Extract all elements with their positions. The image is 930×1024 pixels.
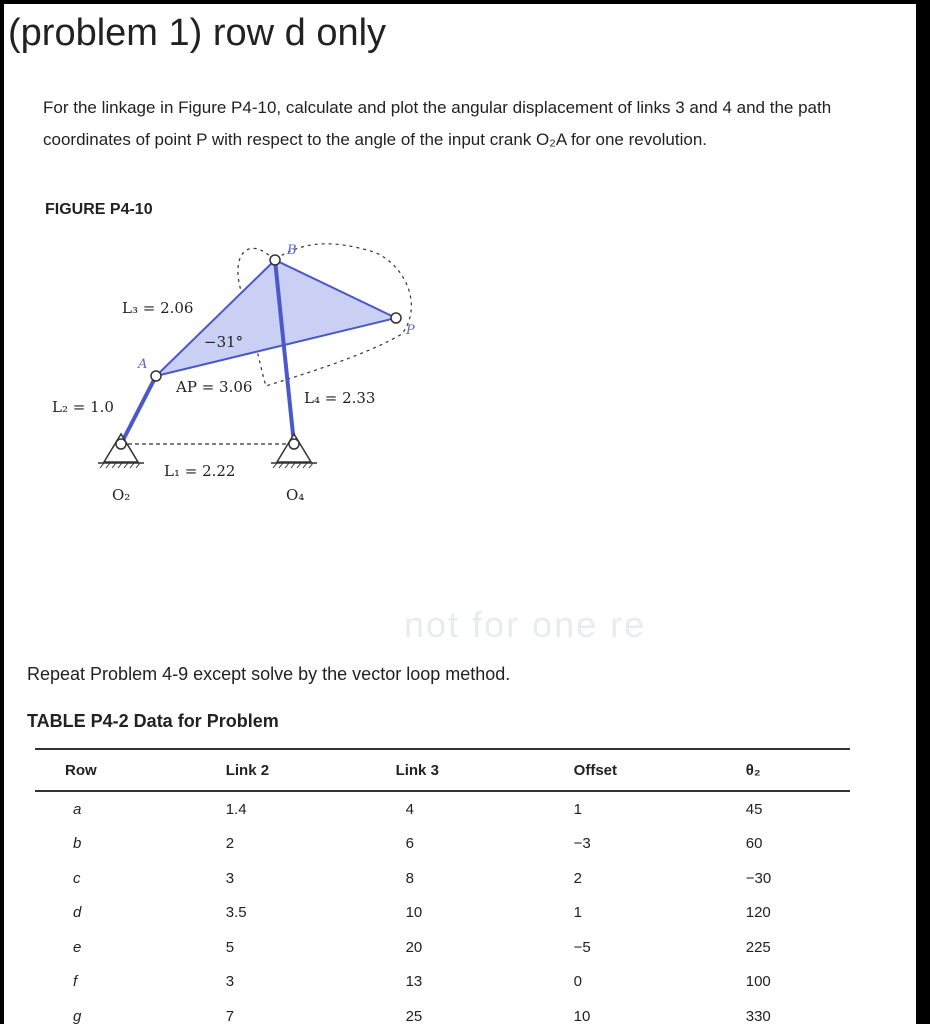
- table-cell: 45: [745, 800, 763, 818]
- table-cell: e: [73, 938, 82, 956]
- faded-watermark-text: not for one re: [404, 604, 647, 645]
- table-cell: 3: [225, 869, 235, 887]
- figure-label: FIGURE P4-10: [45, 201, 153, 218]
- table-cell: 25: [356, 999, 534, 1024]
- data-table: [35, 748, 850, 1024]
- label-l2: L₂ = 1.0: [52, 398, 114, 416]
- header-offset: Offset: [534, 749, 706, 791]
- document-page: [4, 4, 916, 1024]
- table-row: [35, 861, 850, 896]
- label-ap: AP = 3.06: [176, 378, 253, 396]
- table-cell: a: [73, 800, 82, 818]
- header-link-2: Link 2: [206, 749, 356, 791]
- table-cell: −3: [573, 835, 591, 853]
- table-cell: 0: [573, 973, 582, 991]
- table-cell: 4: [405, 800, 414, 818]
- table-cell: 1: [573, 904, 582, 922]
- table-cell: 10: [534, 999, 706, 1024]
- table-cell: 7: [206, 999, 356, 1024]
- table-cell: b: [73, 835, 82, 853]
- table-cell: 330: [706, 999, 850, 1024]
- pin-a: [151, 371, 161, 381]
- header-link-3: Link 3: [356, 749, 534, 791]
- table-cell: 6: [405, 835, 414, 853]
- table-cell: 20: [405, 938, 423, 956]
- table-cell: 2: [225, 835, 235, 853]
- table-cell: 1.4: [225, 800, 247, 818]
- linkage-figure: [4, 224, 464, 514]
- table-title: TABLE P4-2 Data for Problem: [27, 711, 279, 731]
- ground-pivot-o4: [271, 434, 317, 468]
- table-cell: 100: [745, 973, 771, 991]
- table-cell: 1: [573, 800, 582, 818]
- label-o4: O₄: [286, 486, 305, 504]
- table-row: [35, 965, 850, 1000]
- label-o2: O₂: [112, 486, 131, 504]
- table-cell: −5: [573, 938, 591, 956]
- table-row: [35, 827, 850, 862]
- table-cell: 13: [405, 973, 423, 991]
- link-2: [121, 376, 156, 444]
- table-cell: 60: [745, 835, 763, 853]
- page-title: (problem 1) row d only: [8, 12, 387, 54]
- table-header-row: [35, 749, 850, 791]
- table-cell: 3.5: [225, 904, 247, 922]
- table-cell: c: [73, 869, 81, 887]
- table-row: [35, 896, 850, 931]
- table-cell: −30: [745, 869, 772, 887]
- table-cell: 120: [745, 904, 771, 922]
- table-cell: g: [35, 999, 206, 1024]
- table-cell: 5: [225, 938, 235, 956]
- repeat-instruction: Repeat Problem 4-9 except solve by the vector loop method.: [27, 664, 511, 684]
- table-cell: 2: [573, 869, 582, 887]
- table-row: [35, 930, 850, 965]
- label-l1: L₁ = 2.22: [164, 462, 236, 480]
- table-row: [35, 999, 850, 1024]
- label-b: B: [287, 243, 297, 258]
- table-cell: d: [73, 904, 82, 922]
- label-a: A: [138, 357, 148, 372]
- pin-b: [270, 255, 280, 265]
- table-cell: 10: [405, 904, 423, 922]
- label-angle: −31°: [204, 333, 244, 351]
- table-cell: 8: [405, 869, 414, 887]
- table-row: [35, 791, 850, 827]
- header-theta2: θ₂: [706, 749, 850, 791]
- pin-p: [391, 313, 401, 323]
- table-cell: f: [73, 973, 78, 991]
- label-l3: L₃ = 2.06: [122, 299, 194, 317]
- label-p: P: [406, 323, 415, 338]
- ground-pivot-o2: [98, 434, 144, 468]
- table-cell: 3: [225, 973, 235, 991]
- header-row: Row: [35, 749, 206, 791]
- problem-statement: For the linkage in Figure P4-10, calculate and plot the angular displacement of links 3 and 4 and the path coordinates of point P with respect to the angle of the input crank O₂A for one revolution.: [43, 98, 832, 149]
- table-cell: 225: [745, 938, 771, 956]
- label-l4: L₄ = 2.33: [304, 389, 376, 407]
